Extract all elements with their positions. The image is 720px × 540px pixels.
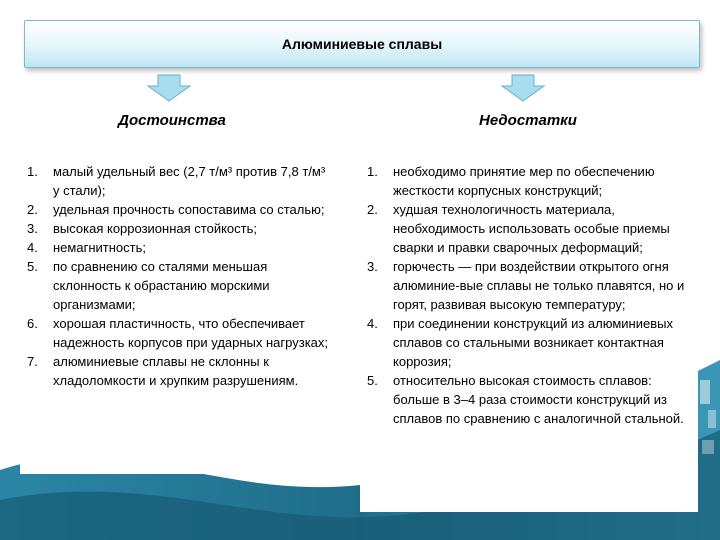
list-item: 7. алюминиевые сплавы не склонны к хладоломкости и хрупким разрушениям.: [27, 354, 299, 388]
advantages-panel: [20, 150, 338, 474]
advantages-heading: Достоинства: [118, 112, 226, 129]
list-item: 2. худшая технологичность материала, необходимость использовать особые приемы сварки и правки сварочных деформаций;: [367, 202, 670, 255]
list-item: 1. малый удельный вес (2,7 т/м³ против 7,8 т/м³ у стали);: [27, 164, 326, 198]
disadvantages-panel: [360, 150, 698, 512]
disadvantages-heading: Недостатки: [479, 112, 577, 129]
list-item: 3. высокая коррозионная стойкость;: [27, 221, 257, 236]
disadvantages-list: [360, 150, 698, 428]
list-item: 3. горючесть — при воздействии открытого огня алюминие-вые сплавы не только плавятся, но и горят, развивая высокую температуру;: [367, 259, 685, 312]
list-item: 4. немагнитность;: [27, 240, 146, 255]
list-item: 1. необходимо принятие мер по обеспечению жесткости корпусных конструкций;: [367, 164, 655, 198]
list-item: 4. при соединении конструкций из алюминиевых сплавов со стальными возникает контактная коррозия;: [367, 316, 673, 369]
list-item: 6. хорошая пластичность, что обеспечивает надежность корпусов при ударных нагрузках;: [27, 316, 329, 350]
list-item: 2. удельная прочность сопоставима со сталью;: [27, 202, 325, 217]
list-item: 5. относительно высокая стоимость сплавов: больше в 3–4 раза стоимости конструкций из сплавов по сравнению с аналогичной стальной.: [367, 373, 684, 426]
title-banner: [24, 20, 700, 68]
page-title: Алюминиевые сплавы: [281, 36, 443, 52]
down-arrow-icon: [146, 74, 192, 102]
list-item: 5. по сравнению со сталями меньшая склонность к обрастанию морскими организмами;: [27, 259, 270, 312]
advantages-list: [20, 150, 338, 390]
down-arrow-icon: [500, 74, 546, 102]
